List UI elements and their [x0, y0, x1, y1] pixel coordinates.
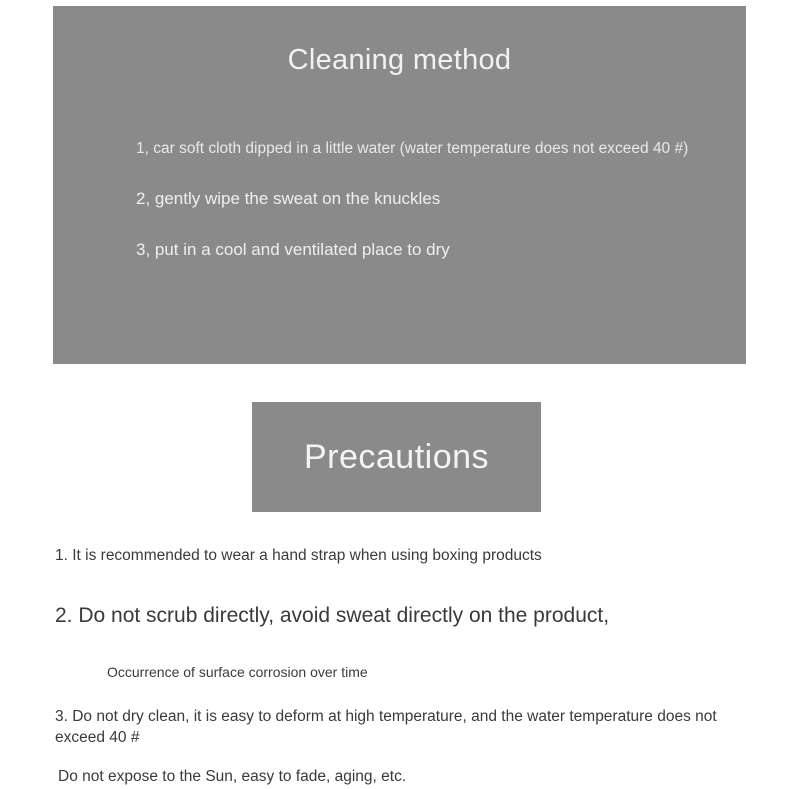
precaution-note-4: Do not expose to the Sun, easy to fade, aging, etc.: [58, 768, 407, 785]
cleaning-step-1: 1, car soft cloth dipped in a little water (water temperature does not exceed 40 #): [136, 140, 689, 157]
precaution-note-3: 3. Do not dry clean, it is easy to deform at high temperature, and the water temperature does not exceed 40 #: [55, 708, 717, 746]
precautions-header-band: [252, 402, 541, 512]
precautions-title: Precautions: [303, 438, 490, 476]
cleaning-step-3: 3, put in a cool and ventilated place to dry: [136, 240, 450, 259]
precaution-note-2-detail: Occurrence of surface corrosion over time: [107, 664, 368, 680]
cleaning-method-title: Cleaning method: [287, 44, 512, 76]
cleaning-steps-list: [136, 138, 716, 289]
precaution-note-1: 1. It is recommended to wear a hand strap when using boxing products: [55, 547, 542, 564]
precaution-note-2: 2. Do not scrub directly, avoid sweat directly on the product,: [55, 604, 610, 627]
cleaning-method-panel: [53, 6, 746, 364]
cleaning-step-2: 2, gently wipe the sweat on the knuckles: [136, 189, 441, 208]
